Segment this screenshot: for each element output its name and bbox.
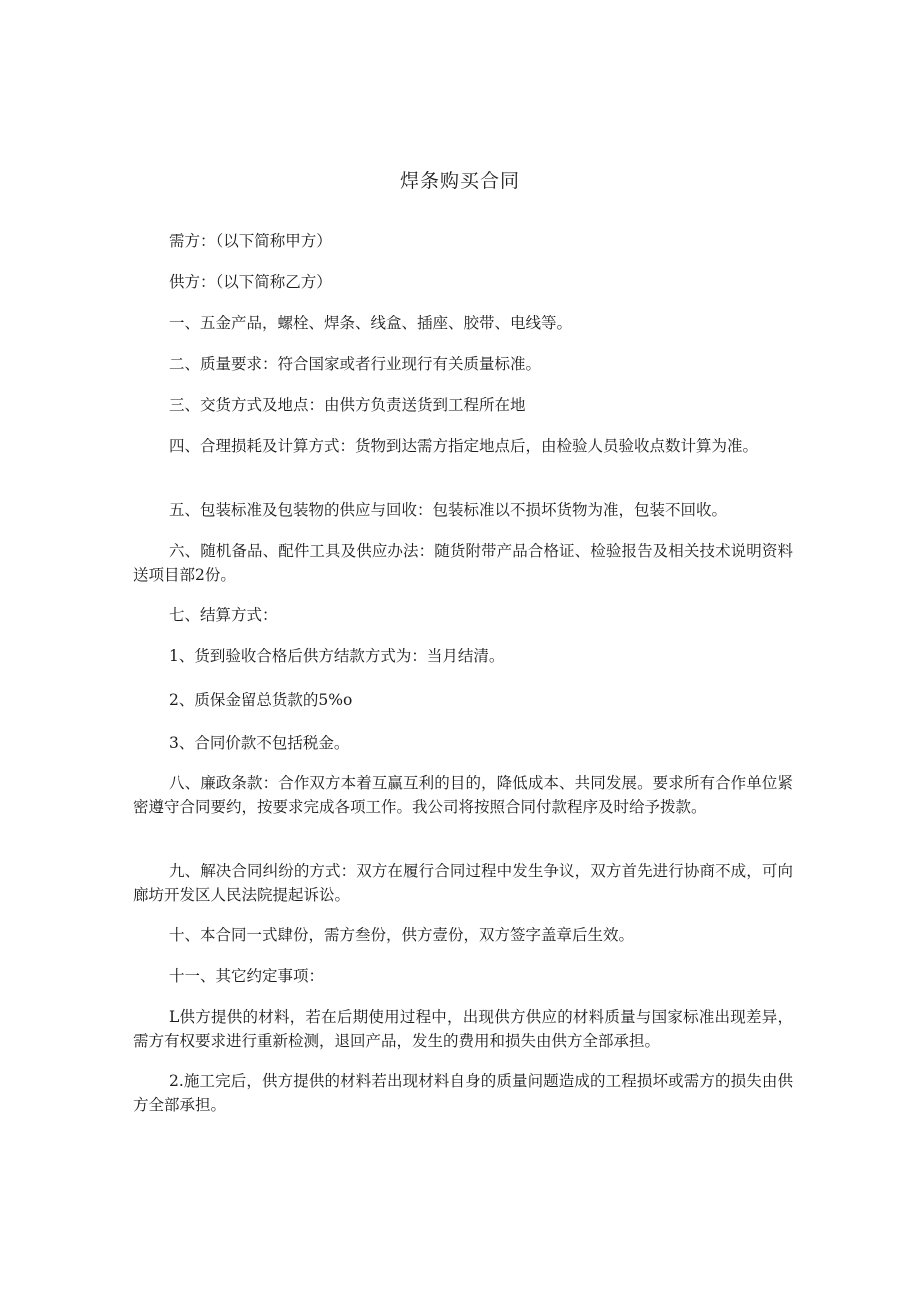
clause-1-products: 一、五金产品，螺栓、焊条、线盒、插座、胶带、电线等。	[169, 314, 573, 332]
clause-6-accessories: 六、随机备品、配件工具及供应办法：随货附带产品合格证、检验报告及相关技术说明资料送项目部2份。	[133, 542, 793, 584]
document-title: 焊条购买合同	[399, 170, 520, 192]
settlement-item-3: 3、合同价款不包括税金。	[169, 734, 350, 752]
clause-8-integrity: 八、廉政条款：合作双方本着互赢互利的目的，降低成本、共同发展。要求所有合作单位紧密遵守合同要约，按要求完成各项工作。我公司将按照合同付款程序及时给予拨款。	[133, 774, 793, 816]
clause-4-loss-calculation: 四、合理损耗及计算方式：货物到达需方指定地点后，由检验人员验收点数计算为准。	[169, 437, 759, 455]
clause-2-quality: 二、质量要求：符合国家或者行业现行有关质量标准。	[169, 355, 542, 373]
clause-9-disputes: 九、解决合同纠纷的方式：双方在履行合同过程中发生争议，双方首先进行协商不成，可向廊坊开发区人民法院提起诉讼。	[133, 862, 793, 904]
settlement-item-1: 1、货到验收合格后供方结款方式为：当月结清。	[169, 647, 505, 665]
clause-7-settlement: 七、结算方式：	[169, 606, 278, 624]
clause-3-delivery: 三、交货方式及地点：由供方负责送货到工程所在地	[169, 396, 526, 414]
buyer-line: 需方：（以下简称甲方）	[169, 232, 332, 250]
clause-10-copies: 十、本合同一式肆份，需方叁份，供方壹份，双方签字盖章后生效。	[169, 926, 635, 944]
settlement-item-2: 2、质保金留总货款的5%o	[169, 691, 353, 709]
other-item-1: L供方提供的材料，若在后期使用过程中，出现供方供应的材料质量与国家标准出现差异，需方有权要求进行重新检测，退回产品，发生的费用和损失由供方全部承担。	[133, 1008, 793, 1050]
other-item-2: 2.施工完后，供方提供的材料若出现材料自身的质量问题造成的工程损坏或需方的损失由供方全部承担。	[133, 1072, 793, 1114]
clause-11-other: 十一、其它约定事项：	[169, 967, 325, 985]
seller-line: 供方：（以下简称乙方）	[169, 273, 332, 291]
clause-5-packaging: 五、包装标准及包装物的供应与回收：包装标准以不损坏货物为准，包装不回收。	[169, 501, 728, 519]
